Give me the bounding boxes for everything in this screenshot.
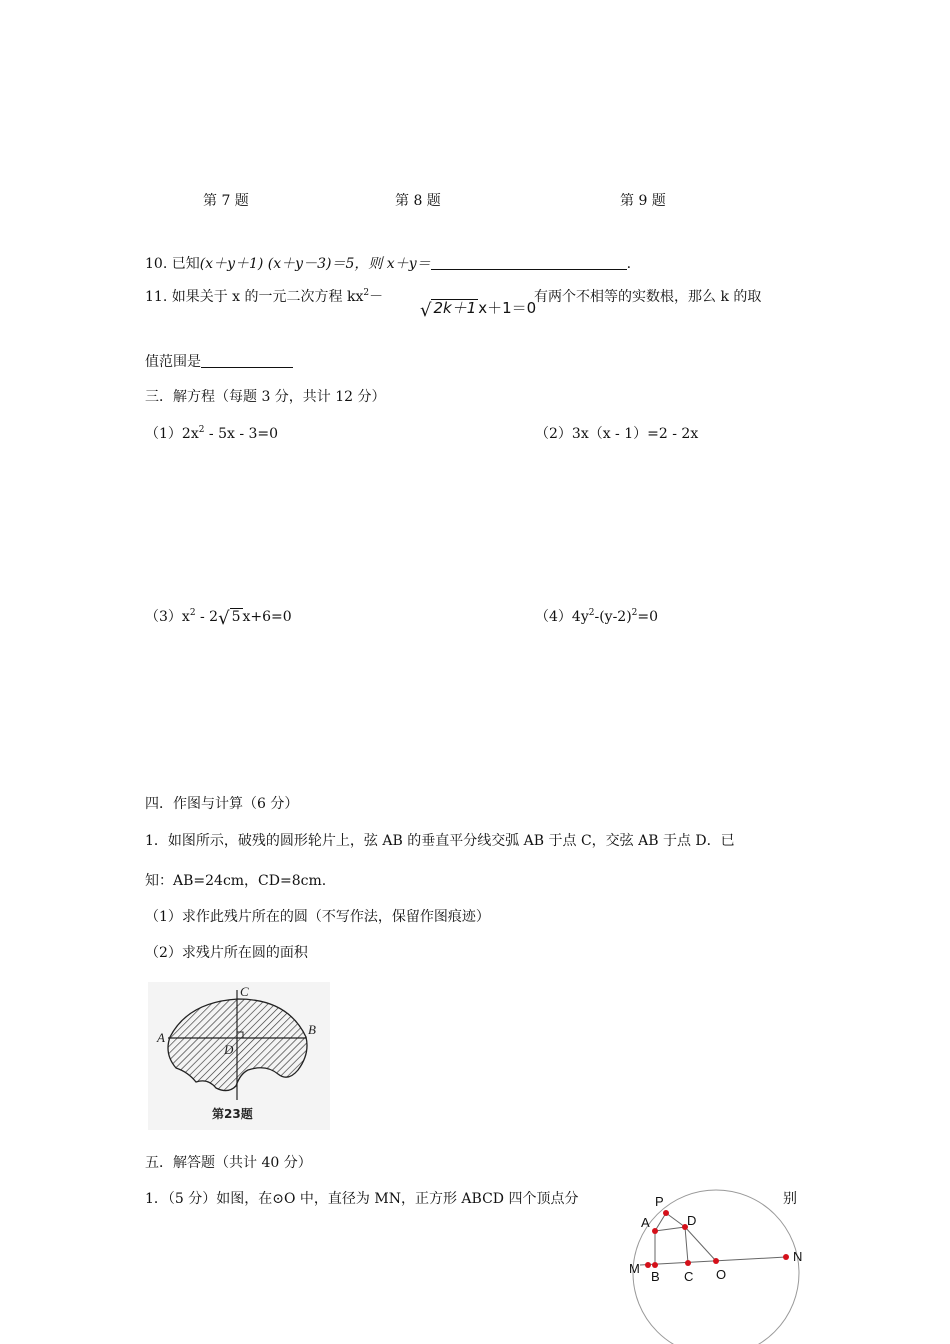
q11-answer-blank[interactable] <box>201 353 293 368</box>
q10-suffix: . <box>626 256 632 272</box>
label-b: B <box>308 1022 316 1037</box>
point-p <box>663 1210 669 1216</box>
point-o <box>713 1258 719 1264</box>
point-c <box>685 1260 691 1266</box>
p1-sup: 2 <box>198 425 205 435</box>
caption-q9: 第 9 题 <box>620 193 666 209</box>
p4-pre: （4）4y <box>535 609 589 625</box>
p4-post: =0 <box>637 609 659 625</box>
point-a <box>652 1228 658 1234</box>
caption-q7: 第 7 题 <box>203 193 249 209</box>
segment-pd <box>666 1213 685 1227</box>
q10-expr: (x＋y＋1) (x＋y－3)＝5，则 x＋y＝ <box>199 256 431 272</box>
sec4-q1-line1: 1．如图所示，破残的圆形轮片上，弦 AB 的垂直平分线交弧 AB 于点 C，交弦 AB 于点 D．已 <box>145 833 735 849</box>
sec5-q1-tail: 别 <box>783 1191 797 1207</box>
radical-sign: √ <box>218 608 230 629</box>
point-m <box>645 1262 651 1268</box>
broken-wheel-figure <box>148 982 330 1130</box>
sec4-sub1: （1）求作此残片所在的圆（不写作法，保留作图痕迹） <box>145 909 490 925</box>
q11-tail: x＋1＝0 <box>478 299 537 317</box>
sec4-sub2: （2）求残片所在圆的面积 <box>145 945 308 961</box>
label-n: N <box>793 1249 803 1264</box>
p3-post: x+6=0 <box>242 609 292 625</box>
label-b: B <box>651 1269 660 1284</box>
label-a: A <box>157 1030 165 1045</box>
problem-3-2 <box>535 423 698 443</box>
segment-ad <box>655 1227 685 1231</box>
segment-do <box>685 1227 716 1261</box>
figure-caption: 第23题 <box>212 1107 253 1121</box>
p3-pre: （3）x <box>145 609 190 625</box>
label-d: D <box>687 1213 697 1228</box>
p1-post: - 5x - 3=0 <box>204 426 279 442</box>
p3-radicand: 5 <box>231 609 241 625</box>
point-n <box>783 1254 789 1260</box>
label-a: A <box>641 1215 650 1230</box>
question-10 <box>145 253 631 273</box>
label-p: P <box>655 1194 664 1209</box>
label-m: M <box>629 1261 640 1276</box>
circle-square-figure <box>620 1185 820 1344</box>
question-11 <box>145 286 383 306</box>
sec5-q1: 1．（5 分）如图，在⊙O 中，直径为 MN，正方形 ABCD 四个顶点分 <box>145 1191 579 1207</box>
p2-text: （2）3x（x - 1）=2 - 2x <box>535 426 699 442</box>
section-3-heading: 三．解方程（每题 3 分，共计 12 分） <box>145 389 386 405</box>
question-11-line2 <box>145 351 293 371</box>
problem-3-4 <box>535 606 658 626</box>
section-5-heading: 五．解答题（共计 40 分） <box>145 1155 312 1171</box>
q10-prefix: 10. 已知 <box>145 256 200 272</box>
section-4-heading: 四．作图与计算（6 分） <box>145 796 299 812</box>
sec4-q1-line2: 知：AB=24cm，CD=8cm. <box>145 873 327 889</box>
point-b <box>652 1262 658 1268</box>
q11-suffix: 有两个不相等的实数根，那么 k 的取 <box>534 289 762 305</box>
q11-prefix: 11. 如果关于 x 的一元二次方程 kx <box>145 289 364 305</box>
q11-exponent: 2 <box>363 288 370 298</box>
p4-sup: 2 <box>588 608 595 618</box>
problem-3-1 <box>145 423 278 443</box>
caption-q8: 第 8 题 <box>395 193 441 209</box>
segment-dc <box>685 1227 688 1263</box>
segment-pa <box>655 1213 666 1231</box>
q11-radicand: 2k＋1 <box>433 299 477 317</box>
label-c: C <box>684 1269 694 1284</box>
q11-minus: － <box>369 289 384 305</box>
radical-sign: √ <box>420 300 432 321</box>
q11-line2-text: 值范围是 <box>145 354 201 370</box>
p4-sup2: 2 <box>631 608 638 618</box>
q10-answer-blank[interactable] <box>431 255 627 270</box>
label-o: O <box>716 1267 727 1282</box>
q11-radical-expression <box>420 297 536 321</box>
p1-pre: （1）2x <box>145 426 199 442</box>
label-c: C <box>240 984 249 999</box>
p3-sup: 2 <box>189 608 196 618</box>
p3-mid: - 2 <box>195 609 219 625</box>
p4-mid: -(y-2) <box>594 609 632 625</box>
label-d: D <box>224 1042 234 1057</box>
problem-3-3 <box>145 606 292 629</box>
